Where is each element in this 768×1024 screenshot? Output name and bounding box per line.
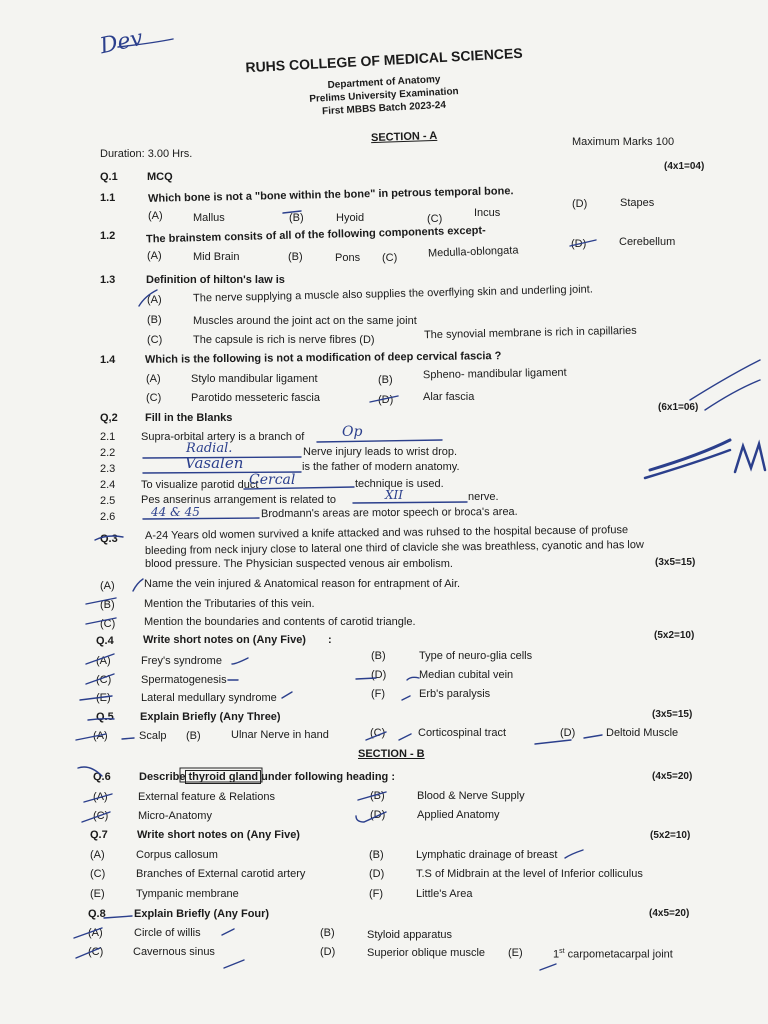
q2-2-handwritten-answer: Radial. (186, 441, 233, 456)
q1-3-text: Definition of hilton's law is (146, 274, 285, 286)
q8-e-main-text: carpometacarpal joint (567, 948, 673, 961)
q2-2-number: 2.2 (100, 447, 116, 459)
q8-c-tick (224, 960, 244, 968)
q1-4-option-b: Spheno- mandibular ligament (422, 366, 567, 382)
q7-marks: (5x2=10) (650, 830, 691, 841)
q8-underline (104, 916, 132, 918)
q2-4-text: To visualize parotid duct (141, 479, 259, 491)
handwritten-scribble: Dev (97, 25, 146, 60)
q5-d-text: Deltoid Muscle (606, 727, 679, 739)
q8-b-text: Styloid apparatus (367, 929, 452, 941)
q6-title-boxed: thyroid gland (185, 770, 261, 784)
q3-line-2: bleeding from neck injury close to lateral one third of clavicle she was breathless, cyanotic and has low (144, 538, 644, 558)
college-name: RUHS COLLEGE OF MEDICAL SCIENCES (245, 44, 523, 76)
q8-c-text: Cavernous sinus (133, 946, 215, 958)
q8-marks: (4x5=20) (649, 908, 690, 919)
q4-colon: : (328, 634, 332, 646)
q8-a-text: Circle of willis (134, 927, 201, 939)
q4-b-text: Type of neuro-glia cells (419, 650, 533, 662)
q1-4-option-d: Alar fascia (423, 391, 475, 403)
q7-f-text: Little's Area (416, 888, 473, 900)
q1-2-label-b: (B) (288, 251, 303, 263)
q1-3-option-b: Muscles around the joint act on the same joint (193, 315, 417, 327)
q5-c-tick (399, 734, 411, 740)
q4-a-tick (232, 658, 248, 664)
q1-2-label-d: (D) (571, 238, 587, 250)
q5-number: Q.5 (96, 711, 114, 723)
q8-e-tick (540, 964, 556, 970)
q1-4-text: Which is the following is not a modification of deep cervical fascia ? (144, 350, 502, 366)
q1-3-label-a: (A) (147, 294, 162, 306)
q1-4-label-a: (A) (146, 373, 161, 385)
q4-e-text: Lateral medullary syndrome (141, 692, 277, 704)
q7-c-label: (C) (90, 868, 106, 880)
q1-4-option-c: Parotido messeteric fascia (191, 392, 320, 404)
q6-b-label: (B) (370, 790, 385, 802)
q2-6-handwritten-answer: 44 & 45 (151, 505, 200, 519)
q1-1-label-c: (C) (427, 213, 443, 225)
q6-d-label: (D) (370, 809, 386, 821)
q3-line-3: blood pressure. The Physician suspected venous air embolism. (145, 558, 453, 570)
q1-1-option-c: Incus (474, 207, 501, 219)
margin-stroke-3 (650, 440, 730, 470)
q1-number: Q.1 (100, 171, 118, 183)
q3-c-text: Mention the boundaries and contents of carotid triangle. (144, 616, 416, 628)
q1-3-option-c: The capsule is rich is nerve fibres (D) (193, 334, 375, 346)
batch: First MBBS Batch 2023-24 (321, 99, 447, 118)
q1-1-label-a: (A) (148, 210, 163, 222)
q1-3-label-c: (C) (147, 334, 163, 346)
q2-1-number: 2.1 (100, 431, 116, 443)
q5-d-tick (584, 735, 602, 738)
q1-2-label-a: (A) (147, 250, 162, 262)
margin-stroke-2 (705, 380, 760, 410)
q2-4-handwritten-answer: Cercal (249, 472, 296, 488)
q1-2-option-b: Pons (335, 252, 361, 264)
q4-title: Write short notes on (Any Five) (143, 634, 306, 646)
q4-marks: (5x2=10) (654, 630, 695, 641)
q6-marks: (4x5=20) (652, 771, 693, 782)
q8-e-text (553, 945, 673, 962)
section-b-heading: SECTION - B (358, 748, 425, 760)
q1-3-option-d: The synovial membrane is rich in capillaries (423, 324, 637, 342)
q8-number: Q.8 (88, 908, 106, 920)
q5-a-label: (A) (93, 730, 108, 742)
q8-c-label: (C) (88, 946, 104, 958)
q4-b-label: (B) (371, 650, 386, 662)
q3-a-text: Name the vein injured & Anatomical reason for entrapment of Air. (144, 578, 461, 590)
q4-f-tick (402, 696, 410, 700)
q6-d-text: Applied Anatomy (417, 809, 500, 821)
q4-c-label: (C) (96, 674, 112, 686)
q8-e-superscript: st (559, 948, 565, 955)
q2-3-text: is the father of modern anatomy. (302, 461, 460, 473)
margin-stroke-1 (690, 360, 760, 400)
q1-4-label-b: (B) (378, 374, 393, 386)
q7-title: Write short notes on (Any Five) (137, 829, 300, 841)
q3-a-label: (A) (100, 580, 115, 592)
q5-c-label: (C) (370, 727, 386, 739)
q5-b-text: Ulnar Nerve in hand (231, 729, 329, 741)
q6-a-label: (A) (93, 791, 108, 803)
q2-1-text: Supra-orbital artery is a branch of (141, 431, 305, 443)
q6-title-start: Describe (139, 771, 186, 783)
q1-1-option-d: Stapes (620, 197, 655, 209)
duration: Duration: 3.00 Hrs. (100, 148, 193, 160)
q4-c-text: Spermatogenesis (141, 674, 227, 686)
section-a-heading: SECTION - A (370, 129, 438, 145)
q1-2-text: The brainstem consits of all of the following components except- (145, 224, 486, 246)
q8-b-label: (B) (320, 927, 335, 939)
q4-a-text: Frey's syndrome (141, 655, 222, 667)
q7-a-label: (A) (90, 849, 105, 861)
q2-5-handwritten-answer: XII (385, 488, 404, 502)
q8-e-label: (E) (508, 947, 523, 959)
q4-number: Q.4 (96, 635, 114, 647)
q1-2-option-a: Mid Brain (193, 251, 240, 263)
q4-f-text: Erb's paralysis (419, 688, 491, 700)
q4-f-label: (F) (371, 688, 386, 700)
q2-5-text: Pes anserinus arrangement is related to (141, 494, 337, 506)
q5-c-text: Corticospinal tract (418, 727, 507, 739)
maximum-marks: Maximum Marks 100 (572, 136, 675, 148)
q6-a-text: External feature & Relations (138, 791, 275, 803)
q2-5-number: 2.5 (100, 495, 116, 507)
q7-f-label: (F) (369, 888, 384, 900)
q1-3-label-b: (B) (147, 314, 162, 326)
q8-a-label: (A) (88, 927, 103, 939)
q8-e-ordinal: 1 (553, 948, 560, 961)
q7-e-text: Tympanic membrane (136, 888, 239, 900)
q3-number: Q.3 (100, 533, 118, 545)
q7-d-label: (D) (369, 868, 385, 880)
q5-b-label: (B) (186, 730, 201, 742)
q5-a-dash (122, 738, 134, 739)
margin-letter-m (735, 444, 765, 472)
q2-6-text: Brodmann's areas are motor speech or broca's area. (260, 505, 518, 521)
q5-title: Explain Briefly (Any Three) (140, 711, 281, 723)
q6-number: Q.6 (93, 771, 111, 783)
q1-1-text: Which bone is not a "bone within the bone" in petrous temporal bone. (147, 185, 514, 205)
q1-4-label-d: (D) (378, 394, 394, 406)
q2-5-text-end: nerve. (468, 491, 499, 503)
q2-1-handwritten-answer: Op (342, 424, 363, 440)
q1-2-option-c: Medulla-oblongata (427, 244, 519, 260)
q7-b-label: (B) (369, 849, 384, 861)
department: Department of Anatomy (327, 74, 441, 91)
q5-d-strike (535, 740, 571, 744)
q8-title: Explain Briefly (Any Four) (134, 908, 270, 920)
q1-marks: (4x1=04) (664, 161, 705, 172)
margin-stroke-4 (645, 450, 730, 478)
q1-1-label-b: (B) (289, 212, 304, 224)
q3-a-stroke (133, 579, 143, 591)
q1-2-number: 1.2 (100, 230, 116, 242)
q6-b-text: Blood & Nerve Supply (417, 790, 525, 802)
q2-4-number: 2.4 (100, 479, 116, 491)
q6-c-text: Micro-Anatomy (138, 810, 212, 822)
q7-b-tick (565, 850, 583, 858)
q5-a-text: Scalp (139, 730, 167, 742)
q4-e-label: (E) (96, 692, 111, 704)
q2-3-number: 2.3 (100, 463, 116, 475)
q3-c-label: (C) (100, 618, 116, 630)
q6-title (139, 771, 395, 784)
q7-b-text: Lymphatic drainage of breast (416, 849, 558, 861)
q3-b-text: Mention the Tributaries of this vein. (144, 598, 315, 610)
q2-number: Q,2 (100, 412, 118, 424)
q1-2-option-d: Cerebellum (619, 236, 676, 248)
q1-title: MCQ (147, 171, 173, 183)
exam-name: Prelims University Examination (309, 86, 459, 105)
q4-d-tick (407, 677, 419, 680)
q2-1-underline (317, 440, 442, 442)
q7-a-text: Corpus callosum (136, 849, 218, 861)
q1-1-number: 1.1 (100, 192, 116, 204)
q1-1-option-a: Mallus (193, 212, 225, 224)
q2-6-number: 2.6 (100, 511, 116, 523)
q7-c-text: Branches of External carotid artery (136, 868, 306, 880)
q1-1-label-d: (D) (572, 198, 588, 210)
q4-a-label: (A) (96, 655, 111, 667)
q8-d-label: (D) (320, 946, 336, 958)
q4-d-label: (D) (371, 669, 387, 681)
q2-2-text: Nerve injury leads to wrist drop. (303, 446, 458, 458)
q6-c-label: (C) (93, 810, 109, 822)
q1-1-option-b: Hyoid (336, 212, 365, 224)
q7-d-text: T.S of Midbrain at the level of Inferior colliculus (416, 868, 643, 880)
q1-2-label-c: (C) (382, 252, 398, 264)
q8-a-tick (222, 929, 234, 935)
q2-marks: (6x1=06) (658, 402, 699, 413)
q2-3-handwritten-answer: Vasalen (185, 454, 244, 472)
q3-marks: (3x5=15) (655, 557, 696, 568)
q8-d-text: Superior oblique muscle (367, 947, 486, 959)
q1-4-option-a: Stylo mandibular ligament (191, 373, 318, 385)
q2-5-underline (353, 502, 467, 503)
q7-e-label: (E) (90, 888, 105, 900)
q2-4-text-end: technique is used. (355, 478, 444, 490)
q1-4-label-c: (C) (146, 392, 162, 404)
q6-title-end: under following heading : (261, 771, 395, 783)
q1-4-number: 1.4 (100, 354, 116, 366)
q2-title: Fill in the Blanks (145, 412, 233, 424)
q1-3-option-a: The nerve supplying a muscle also supplies the overflying skin and underling joint. (192, 283, 593, 305)
q5-marks: (3x5=15) (652, 709, 693, 720)
q4-d-text: Median cubital vein (419, 669, 514, 681)
q3-b-label: (B) (100, 599, 115, 611)
q5-d-label: (D) (560, 727, 576, 739)
q3-line-1: A-24 Years old women survived a knife attacked and was ruhsed to the hospital because of profuse (144, 524, 629, 542)
q7-number: Q.7 (90, 829, 108, 841)
q4-e-tick (282, 692, 292, 698)
q1-3-number: 1.3 (100, 274, 116, 286)
